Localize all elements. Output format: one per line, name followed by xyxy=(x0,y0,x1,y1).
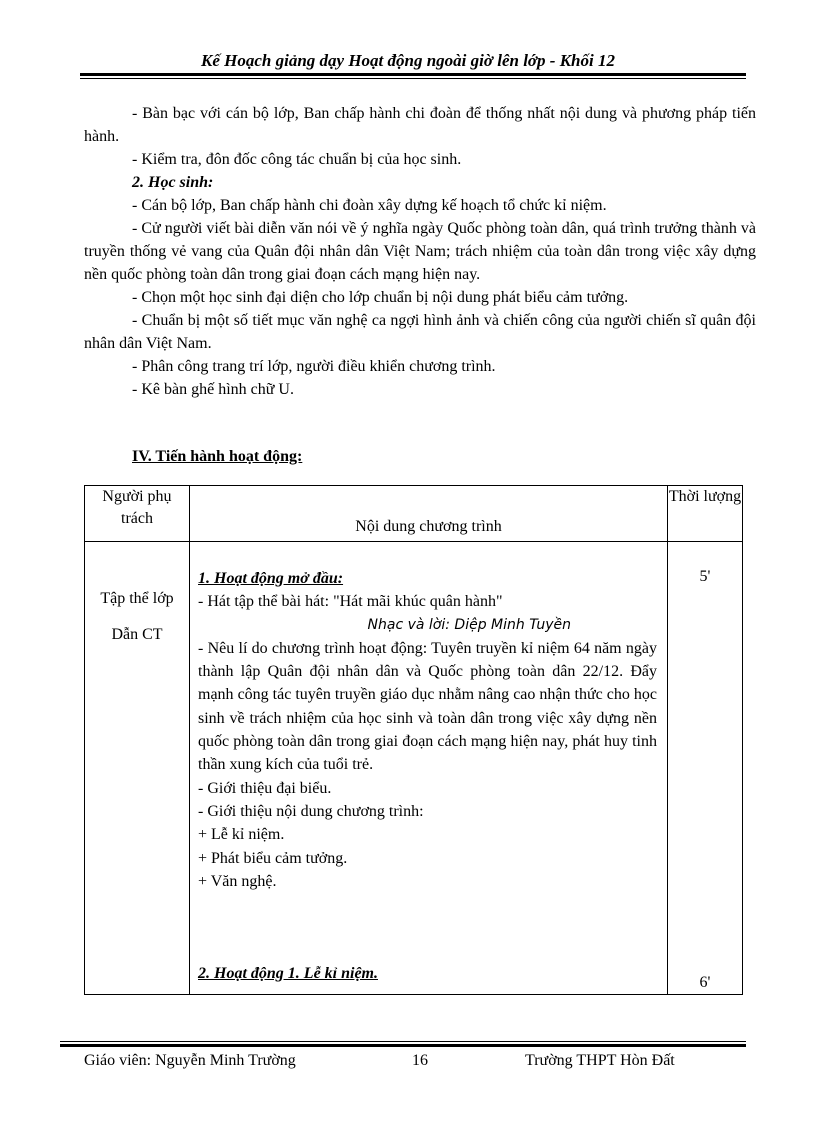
program-table xyxy=(84,485,743,995)
teacher-task: - Bàn bạc với cán bộ lớp, Ban chấp hành chi đoàn để thống nhất nội dung và phương pháp tiến hành. xyxy=(84,105,756,145)
activity-heading: 1. Hoạt động mở đầu: xyxy=(198,570,344,587)
student-task: - Chọn một học sinh đại diện cho lớp chuẩn bị nội dung phát biểu cảm tưởng. xyxy=(132,289,629,306)
person-item: Tập thể lớp xyxy=(100,590,174,607)
program-item: + Lễ kỉ niệm. xyxy=(198,826,285,844)
header-rule-thin xyxy=(80,78,746,79)
student-task: - Cán bộ lớp, Ban chấp hành chi đoàn xây dựng kế hoạch tổ chức kỉ niệm. xyxy=(132,197,607,214)
footer-rule-thin xyxy=(60,1041,746,1042)
header-rule-thick xyxy=(80,73,746,76)
table-header-row xyxy=(85,486,743,542)
activity-heading: 2. Hoạt động 1. Lễ kỉ niệm. xyxy=(198,965,378,983)
student-task: - Chuẩn bị một số tiết mục văn nghệ ca ngợi hình ảnh và chiến công của người chiến sĩ quân đội nhân dân Việt Nam. xyxy=(84,312,756,352)
student-task: - Cử người viết bài diễn văn nói về ý nghĩa ngày Quốc phòng toàn dân, quá trình trưởng thành và truyền thống vẻ vang của Quân đội nhân dân Việt Nam; trách nhiệm của toàn dân trong việc xây dựng nền quốc phòng toàn dân trong giai đoạn cách mạng hiện nay. xyxy=(84,220,756,283)
person-item: Dẫn CT xyxy=(111,626,163,643)
page-number: 16 xyxy=(412,1052,428,1069)
student-task: - Kê bàn ghế hình chữ U. xyxy=(132,381,294,398)
footer-rule-thick xyxy=(60,1044,746,1047)
song-credit: Nhạc và lời: Diệp Minh Tuyền xyxy=(367,616,571,633)
header-content: Nội dung chương trình xyxy=(190,486,668,542)
section-heading: IV. Tiến hành hoạt động: xyxy=(132,448,303,465)
table-row xyxy=(85,542,743,995)
header-time: Thời lượng xyxy=(668,486,743,542)
person-cell xyxy=(85,542,190,995)
content-line: - Giới thiệu đại biểu. xyxy=(198,779,332,797)
preparation-section xyxy=(84,102,756,401)
footer-teacher: Giáo viên: Nguyễn Minh Trường xyxy=(84,1052,296,1069)
page-header-title: Kế Hoạch giảng dạy Hoạt động ngoài giờ lên lớp - Khối 12 xyxy=(200,51,615,70)
time-cell xyxy=(668,542,743,995)
program-item: + Văn nghệ. xyxy=(198,872,277,890)
content-line: - Giới thiệu nội dung chương trình: xyxy=(198,802,424,820)
duration-value: 6' xyxy=(699,974,711,991)
student-task: - Phân công trang trí lớp, người điều khiển chương trình. xyxy=(132,358,496,375)
content-line: - Hát tập thể bài hát: "Hát mãi khúc quân hành" xyxy=(198,593,503,611)
content-cell xyxy=(190,542,668,995)
duration-value: 5' xyxy=(699,568,711,585)
header-person: Người phụ trách xyxy=(85,486,190,542)
content-line: - Nêu lí do chương trình hoạt động: Tuyên truyền kỉ niệm 64 năm ngày thành lập Quân đội nhân dân và Quốc phòng toàn dân 22/12. Đẩy mạnh công tác tuyên truyền giáo dục nhằm nâng cao nhận thức cho học sinh về trách nhiệm của học sinh và toàn dân trong việc xây dựng nền quốc phòng toàn dân trong giai đoạn cách mạng hiện nay, phát huy tinh thần xung kích của tuổi trẻ. xyxy=(198,639,657,774)
teacher-task: - Kiểm tra, đôn đốc công tác chuẩn bị của học sinh. xyxy=(132,151,462,168)
footer-school: Trường THPT Hòn Đất xyxy=(525,1052,675,1069)
program-item: + Phát biểu cảm tưởng. xyxy=(198,849,348,867)
student-heading: 2. Học sinh: xyxy=(132,174,214,191)
